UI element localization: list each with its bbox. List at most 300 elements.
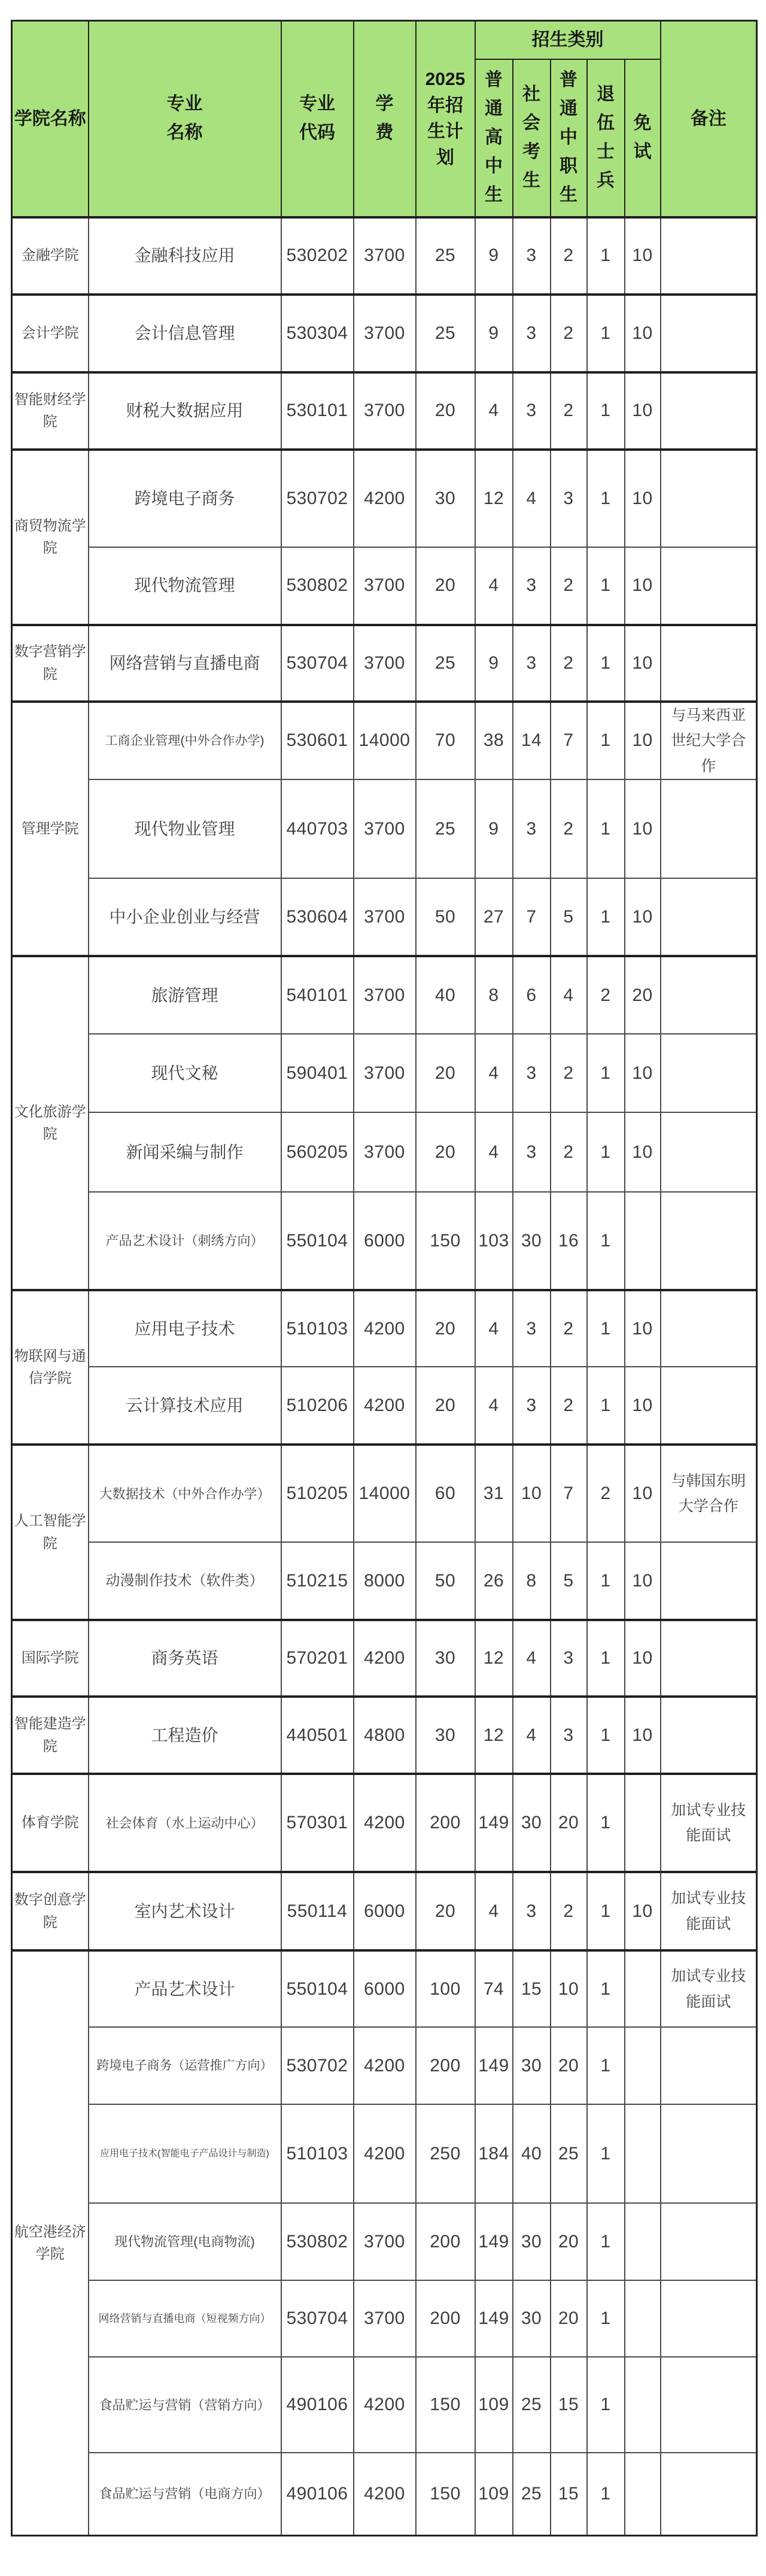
cat-tuiwu-cell: 1 [587, 2104, 625, 2203]
cat-shehui-cell: 3 [513, 217, 551, 295]
cat-tuiwu-cell: 1 [587, 1872, 625, 1950]
cat-shehui-cell: 30 [513, 2203, 551, 2280]
cat-mianshi-cell: 10 [625, 1290, 661, 1367]
cat-gaozhong-cell: 27 [475, 878, 513, 956]
note-cell [661, 1542, 757, 1620]
note-cell [661, 779, 757, 878]
college-cell: 金融学院 [12, 217, 89, 295]
note-cell: 加试专业技能面试 [661, 1774, 757, 1872]
plan-cell: 25 [416, 217, 475, 295]
cat-gaozhong-cell: 184 [475, 2104, 513, 2203]
college-cell: 智能财经学院 [12, 372, 89, 450]
code-cell: 510205 [281, 1445, 354, 1542]
major-cell: 动漫制作技术（软件类） [89, 1542, 281, 1620]
note-cell [661, 547, 757, 625]
code-cell: 510103 [281, 2104, 354, 2203]
plan-cell: 200 [416, 2027, 475, 2104]
cat-mianshi-cell: 10 [625, 1542, 661, 1620]
cat-tuiwu-cell: 1 [587, 2357, 625, 2453]
code-cell: 510215 [281, 1542, 354, 1620]
cat-gaozhong-cell: 31 [475, 1445, 513, 1542]
note-cell [661, 1192, 757, 1290]
major-cell: 云计算技术应用 [89, 1367, 281, 1445]
code-cell: 550104 [281, 1950, 354, 2027]
major-cell: 会计信息管理 [89, 295, 281, 372]
major-cell: 现代文秘 [89, 1034, 281, 1112]
cat-mianshi-cell: 10 [625, 779, 661, 878]
header-plan [416, 21, 475, 217]
cat-gaozhong-cell: 4 [475, 1872, 513, 1950]
tuition-cell: 3700 [354, 295, 416, 372]
cat-gaozhong-cell: 4 [475, 372, 513, 450]
cat-zhongzhi-cell: 2 [551, 372, 587, 450]
cat-mianshi-cell: 20 [625, 956, 661, 1034]
plan-cell: 20 [416, 372, 475, 450]
cat-shehui-cell: 4 [513, 1697, 551, 1774]
plan-cell: 25 [416, 625, 475, 702]
code-cell: 550104 [281, 1192, 354, 1290]
tuition-cell: 4200 [354, 2357, 416, 2453]
header-cat-shehui-label: 社会考生 [522, 84, 540, 190]
header-cat-tuiwu [587, 59, 625, 217]
note-cell [661, 2453, 757, 2535]
cat-zhongzhi-cell: 2 [551, 1290, 587, 1367]
cat-gaozhong-cell: 4 [475, 1034, 513, 1112]
table-row [12, 2027, 757, 2104]
header-cat-zhongzhi [551, 59, 587, 217]
code-cell: 510103 [281, 1290, 354, 1367]
plan-cell: 150 [416, 2453, 475, 2535]
major-cell: 网络营销与直播电商 [89, 625, 281, 702]
cat-shehui-cell: 7 [513, 878, 551, 956]
plan-cell: 100 [416, 1950, 475, 2027]
plan-cell: 30 [416, 1697, 475, 1774]
tuition-cell: 4200 [354, 1290, 416, 1367]
table-row [12, 1542, 757, 1620]
cat-shehui-cell: 4 [513, 450, 551, 547]
code-cell: 530304 [281, 295, 354, 372]
tuition-cell: 3700 [354, 1112, 416, 1192]
header-tuition-label: 学费 [375, 94, 394, 143]
cat-shehui-cell: 3 [513, 1112, 551, 1192]
cat-mianshi-cell [625, 2453, 661, 2535]
cat-mianshi-cell: 10 [625, 372, 661, 450]
header-plan-label: 2025年招生计划 [425, 69, 466, 168]
header-code [281, 21, 354, 217]
cat-gaozhong-cell: 8 [475, 956, 513, 1034]
cat-tuiwu-cell: 1 [587, 1950, 625, 2027]
table-header [12, 21, 757, 217]
header-category-group [475, 21, 661, 59]
table-row [12, 2453, 757, 2535]
note-cell [661, 1290, 757, 1367]
cat-mianshi-cell: 10 [625, 1445, 661, 1542]
code-cell: 530704 [281, 2280, 354, 2357]
code-cell: 530202 [281, 217, 354, 295]
cat-gaozhong-cell: 103 [475, 1192, 513, 1290]
table-row [12, 1112, 757, 1192]
code-cell: 590401 [281, 1034, 354, 1112]
cat-mianshi-cell [625, 2357, 661, 2453]
cat-tuiwu-cell: 1 [587, 2203, 625, 2280]
tuition-cell: 3700 [354, 2280, 416, 2357]
cat-mianshi-cell [625, 2280, 661, 2357]
plan-cell: 200 [416, 2280, 475, 2357]
code-cell: 490106 [281, 2357, 354, 2453]
college-cell: 会计学院 [12, 295, 89, 372]
table-row [12, 625, 757, 702]
note-cell [661, 450, 757, 547]
major-cell: 工程造价 [89, 1697, 281, 1774]
tuition-cell: 3700 [354, 217, 416, 295]
table-row [12, 1950, 757, 2027]
cat-gaozhong-cell: 12 [475, 1697, 513, 1774]
cat-tuiwu-cell: 1 [587, 878, 625, 956]
note-cell [661, 2357, 757, 2453]
code-cell: 530702 [281, 2027, 354, 2104]
table-row [12, 779, 757, 878]
cat-mianshi-cell: 10 [625, 1620, 661, 1697]
cat-shehui-cell: 40 [513, 2104, 551, 2203]
header-college [12, 21, 89, 217]
table-row [12, 217, 757, 295]
table-row [12, 2280, 757, 2357]
cat-gaozhong-cell: 109 [475, 2453, 513, 2535]
cat-gaozhong-cell: 4 [475, 1290, 513, 1367]
header-college-label: 学院名称 [14, 108, 86, 129]
college-cell: 国际学院 [12, 1620, 89, 1697]
code-cell: 440501 [281, 1697, 354, 1774]
college-cell: 物联网与通信学院 [12, 1290, 89, 1445]
college-cell: 数字营销学院 [12, 625, 89, 702]
plan-cell: 25 [416, 779, 475, 878]
note-cell [661, 956, 757, 1034]
major-cell: 财税大数据应用 [89, 372, 281, 450]
header-cat-zhongzhi-label: 普通中职生 [560, 70, 577, 205]
cat-shehui-cell: 30 [513, 1192, 551, 1290]
tuition-cell: 4200 [354, 450, 416, 547]
tuition-cell: 4200 [354, 2453, 416, 2535]
cat-mianshi-cell: 10 [625, 1697, 661, 1774]
table-row [12, 1034, 757, 1112]
tuition-cell: 6000 [354, 1192, 416, 1290]
cat-gaozhong-cell: 4 [475, 547, 513, 625]
plan-cell: 150 [416, 2357, 475, 2453]
table-row [12, 2203, 757, 2280]
cat-mianshi-cell: 10 [625, 878, 661, 956]
cat-mianshi-cell [625, 1774, 661, 1872]
cat-gaozhong-cell: 12 [475, 450, 513, 547]
code-cell: 550114 [281, 1872, 354, 1950]
college-cell: 体育学院 [12, 1774, 89, 1872]
header-major [89, 21, 281, 217]
code-cell: 530704 [281, 625, 354, 702]
cat-shehui-cell: 3 [513, 372, 551, 450]
cat-shehui-cell: 25 [513, 2357, 551, 2453]
cat-mianshi-cell: 10 [625, 450, 661, 547]
cat-tuiwu-cell: 1 [587, 1774, 625, 1872]
major-cell: 工商企业管理(中外合作办学) [89, 702, 281, 780]
cat-tuiwu-cell: 1 [587, 1620, 625, 1697]
cat-tuiwu-cell: 1 [587, 547, 625, 625]
tuition-cell: 3700 [354, 625, 416, 702]
major-cell: 商务英语 [89, 1620, 281, 1697]
college-cell: 文化旅游学院 [12, 956, 89, 1290]
code-cell: 490106 [281, 2453, 354, 2535]
major-cell: 现代物业管理 [89, 779, 281, 878]
cat-shehui-cell: 3 [513, 547, 551, 625]
header-code-label: 专业代码 [299, 94, 335, 143]
major-cell: 新闻采编与制作 [89, 1112, 281, 1192]
table-row [12, 2104, 757, 2203]
cat-mianshi-cell: 10 [625, 295, 661, 372]
cat-gaozhong-cell: 9 [475, 625, 513, 702]
cat-gaozhong-cell: 149 [475, 2280, 513, 2357]
major-cell: 跨境电子商务 [89, 450, 281, 547]
plan-cell: 20 [416, 547, 475, 625]
table-row [12, 1697, 757, 1774]
header-cat-gaozhong [475, 59, 513, 217]
cat-zhongzhi-cell: 20 [551, 2280, 587, 2357]
major-cell: 现代物流管理 [89, 547, 281, 625]
tuition-cell: 4200 [354, 1774, 416, 1872]
plan-cell: 20 [416, 1367, 475, 1445]
college-cell: 人工智能学院 [12, 1445, 89, 1620]
note-cell [661, 878, 757, 956]
table-row [12, 702, 757, 780]
cat-mianshi-cell: 10 [625, 1872, 661, 1950]
cat-zhongzhi-cell: 20 [551, 1774, 587, 1872]
cat-mianshi-cell [625, 1192, 661, 1290]
plan-cell: 50 [416, 1542, 475, 1620]
cat-gaozhong-cell: 4 [475, 1367, 513, 1445]
cat-shehui-cell: 3 [513, 779, 551, 878]
cat-zhongzhi-cell: 3 [551, 1620, 587, 1697]
tuition-cell: 8000 [354, 1542, 416, 1620]
header-cat-mianshi [625, 59, 661, 217]
major-cell: 应用电子技术(智能电子产品设计与制造) [89, 2104, 281, 2203]
cat-mianshi-cell [625, 2203, 661, 2280]
cat-gaozhong-cell: 149 [475, 2203, 513, 2280]
cat-zhongzhi-cell: 15 [551, 2453, 587, 2535]
table-row [12, 1872, 757, 1950]
plan-cell: 200 [416, 2203, 475, 2280]
cat-shehui-cell: 3 [513, 1872, 551, 1950]
cat-zhongzhi-cell: 2 [551, 1872, 587, 1950]
header-row-top [12, 21, 757, 59]
note-cell: 与韩国东明大学合作 [661, 1445, 757, 1542]
cat-shehui-cell: 25 [513, 2453, 551, 2535]
code-cell: 440703 [281, 779, 354, 878]
cat-zhongzhi-cell: 20 [551, 2203, 587, 2280]
cat-tuiwu-cell: 1 [587, 779, 625, 878]
plan-cell: 30 [416, 1620, 475, 1697]
major-cell: 旅游管理 [89, 956, 281, 1034]
cat-tuiwu-cell: 1 [587, 372, 625, 450]
code-cell: 530101 [281, 372, 354, 450]
cat-tuiwu-cell: 2 [587, 1445, 625, 1542]
cat-zhongzhi-cell: 2 [551, 217, 587, 295]
tuition-cell: 14000 [354, 702, 416, 780]
header-cat-shehui [513, 59, 551, 217]
cat-zhongzhi-cell: 2 [551, 1034, 587, 1112]
plan-cell: 70 [416, 702, 475, 780]
cat-shehui-cell: 3 [513, 1367, 551, 1445]
code-cell: 530802 [281, 2203, 354, 2280]
plan-cell: 200 [416, 1774, 475, 1872]
major-cell: 社会体育（水上运动中心） [89, 1774, 281, 1872]
tuition-cell: 4200 [354, 1367, 416, 1445]
cat-gaozhong-cell: 74 [475, 1950, 513, 2027]
tuition-cell: 6000 [354, 1872, 416, 1950]
plan-cell: 20 [416, 1034, 475, 1112]
cat-shehui-cell: 15 [513, 1950, 551, 2027]
plan-cell: 25 [416, 295, 475, 372]
cat-tuiwu-cell: 1 [587, 1034, 625, 1112]
code-cell: 570301 [281, 1774, 354, 1872]
tuition-cell: 3700 [354, 956, 416, 1034]
cat-mianshi-cell: 10 [625, 1112, 661, 1192]
code-cell: 530601 [281, 702, 354, 780]
cat-zhongzhi-cell: 2 [551, 295, 587, 372]
cat-tuiwu-cell: 1 [587, 2453, 625, 2535]
major-cell: 应用电子技术 [89, 1290, 281, 1367]
cat-tuiwu-cell: 1 [587, 295, 625, 372]
major-cell: 现代物流管理(电商物流) [89, 2203, 281, 2280]
cat-zhongzhi-cell: 2 [551, 1112, 587, 1192]
tuition-cell: 3700 [354, 878, 416, 956]
cat-zhongzhi-cell: 2 [551, 779, 587, 878]
cat-mianshi-cell: 10 [625, 1034, 661, 1112]
note-cell [661, 1620, 757, 1697]
note-cell [661, 2280, 757, 2357]
cat-shehui-cell: 30 [513, 1774, 551, 1872]
cat-shehui-cell: 3 [513, 1034, 551, 1112]
tuition-cell: 3700 [354, 2203, 416, 2280]
plan-cell: 250 [416, 2104, 475, 2203]
header-cat-mianshi-label: 免试 [633, 113, 652, 162]
note-cell [661, 1034, 757, 1112]
tuition-cell: 4200 [354, 2027, 416, 2104]
code-cell: 540101 [281, 956, 354, 1034]
table-row [12, 295, 757, 372]
header-note-label: 备注 [690, 108, 727, 129]
plan-cell: 20 [416, 1290, 475, 1367]
cat-zhongzhi-cell: 25 [551, 2104, 587, 2203]
cat-shehui-cell: 3 [513, 1290, 551, 1367]
cat-mianshi-cell: 10 [625, 547, 661, 625]
cat-mianshi-cell: 10 [625, 625, 661, 702]
header-tuition [354, 21, 416, 217]
cat-zhongzhi-cell: 3 [551, 450, 587, 547]
cat-mianshi-cell [625, 2104, 661, 2203]
cat-mianshi-cell: 10 [625, 217, 661, 295]
cat-gaozhong-cell: 9 [475, 217, 513, 295]
cat-tuiwu-cell: 1 [587, 1697, 625, 1774]
cat-tuiwu-cell: 1 [587, 450, 625, 547]
cat-shehui-cell: 10 [513, 1445, 551, 1542]
major-cell: 食品贮运与营销（电商方向） [89, 2453, 281, 2535]
table-row [12, 2357, 757, 2453]
cat-gaozhong-cell: 149 [475, 1774, 513, 1872]
note-cell [661, 1112, 757, 1192]
cat-zhongzhi-cell: 2 [551, 547, 587, 625]
cat-tuiwu-cell: 2 [587, 956, 625, 1034]
note-cell [661, 295, 757, 372]
cat-gaozhong-cell: 12 [475, 1620, 513, 1697]
tuition-cell: 3700 [354, 1034, 416, 1112]
cat-tuiwu-cell: 1 [587, 1367, 625, 1445]
table-row [12, 1367, 757, 1445]
cat-zhongzhi-cell: 15 [551, 2357, 587, 2453]
note-cell [661, 372, 757, 450]
code-cell: 530604 [281, 878, 354, 956]
cat-mianshi-cell [625, 1950, 661, 2027]
cat-gaozhong-cell: 9 [475, 295, 513, 372]
note-cell: 加试专业技能面试 [661, 1950, 757, 2027]
code-cell: 570201 [281, 1620, 354, 1697]
cat-mianshi-cell: 10 [625, 1367, 661, 1445]
code-cell: 560205 [281, 1112, 354, 1192]
major-cell: 网络营销与直播电商（短视频方向） [89, 2280, 281, 2357]
cat-zhongzhi-cell: 16 [551, 1192, 587, 1290]
table-row [12, 1774, 757, 1872]
code-cell: 530802 [281, 547, 354, 625]
cat-mianshi-cell: 10 [625, 702, 661, 780]
cat-tuiwu-cell: 1 [587, 625, 625, 702]
note-cell: 加试专业技能面试 [661, 1872, 757, 1950]
major-cell: 食品贮运与营销（营销方向） [89, 2357, 281, 2453]
cat-tuiwu-cell: 1 [587, 1542, 625, 1620]
cat-tuiwu-cell: 1 [587, 1192, 625, 1290]
table-row [12, 372, 757, 450]
tuition-cell: 4200 [354, 1620, 416, 1697]
cat-zhongzhi-cell: 3 [551, 1697, 587, 1774]
major-cell: 跨境电子商务（运营推广方向） [89, 2027, 281, 2104]
table-row [12, 1192, 757, 1290]
cat-mianshi-cell [625, 2027, 661, 2104]
admission-plan-table [11, 20, 758, 2536]
cat-tuiwu-cell: 1 [587, 702, 625, 780]
tuition-cell: 4200 [354, 2104, 416, 2203]
college-cell: 数字创意学院 [12, 1872, 89, 1950]
cat-zhongzhi-cell: 7 [551, 1445, 587, 1542]
cat-tuiwu-cell: 1 [587, 1290, 625, 1367]
note-cell [661, 2027, 757, 2104]
note-cell [661, 625, 757, 702]
header-category-group-label: 招生类别 [531, 30, 604, 50]
table-row [12, 1290, 757, 1367]
table-row [12, 547, 757, 625]
major-cell: 中小企业创业与经营 [89, 878, 281, 956]
tuition-cell: 3700 [354, 547, 416, 625]
cat-zhongzhi-cell: 5 [551, 878, 587, 956]
major-cell: 产品艺术设计 [89, 1950, 281, 2027]
plan-cell: 30 [416, 450, 475, 547]
plan-cell: 20 [416, 1872, 475, 1950]
tuition-cell: 4800 [354, 1697, 416, 1774]
note-cell [661, 1367, 757, 1445]
major-cell: 室内艺术设计 [89, 1872, 281, 1950]
plan-cell: 50 [416, 878, 475, 956]
major-cell: 金融科技应用 [89, 217, 281, 295]
note-cell: 与马来西亚世纪大学合作 [661, 702, 757, 780]
code-cell: 530702 [281, 450, 354, 547]
cat-shehui-cell: 30 [513, 2027, 551, 2104]
table-row [12, 1620, 757, 1697]
cat-shehui-cell: 30 [513, 2280, 551, 2357]
plan-cell: 60 [416, 1445, 475, 1542]
